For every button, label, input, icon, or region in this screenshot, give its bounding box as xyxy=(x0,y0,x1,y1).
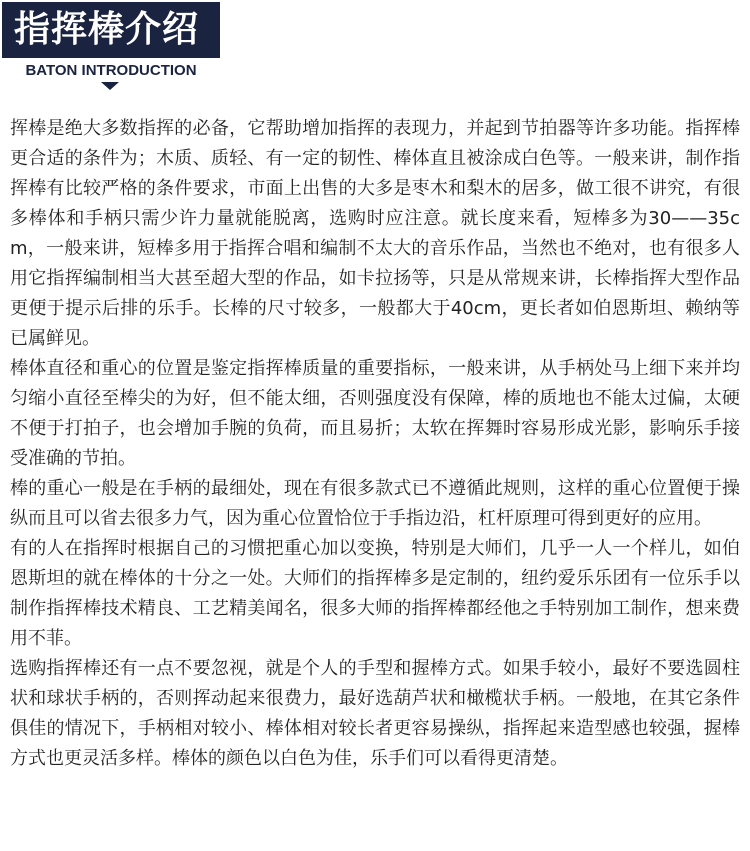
paragraph-balance: 棒的重心一般是在手柄的最细处，现在有很多款式已不遵循此规则，这样的重心位置便于操纵而且可以省去很多力气，因为重心位置恰位于手指边沿，杠杆原理可得到更好的应用。 xyxy=(10,478,740,529)
paragraph-masters: 有的人在指挥时根据自己的习惯把重心加以变换，特别是大师们，几乎一人一个样儿，如伯恩斯坦的就在棒体的十分之一处。大师们的指挥棒多是定制的，纽约爱乐乐团有一位乐手以制作指挥棒技术精良、工艺精美闻名，很多大师的指挥棒都经他之手特别加工制作，想来费用不菲。 xyxy=(10,538,740,649)
page-subtitle: BATON INTRODUCTION xyxy=(25,62,197,79)
paragraph-grip: 选购指挥棒还有一点不要忽视，就是个人的手型和握棒方式。如果手较小，最好不要选圆柱状和球状手柄的，否则挥动起来很费力，最好选葫芦状和橄榄状手柄。一般地，在其它条件俱佳的情况下，手柄相对较小、棒体相对较长者更容易操纵，指挥起来造型感也较强，握棒方式也更灵活多样。棒体的颜色以白色为佳，乐手们可以看得更清楚。 xyxy=(10,658,740,769)
paragraph-diameter: 棒体直径和重心的位置是鉴定指挥棒质量的重要指标，一般来讲，从手柄处马上细下来并均匀缩小直径至棒尖的为好，但不能太细，否则强度没有保障，棒的质地也不能太过偏，太硬不便于打拍子，也会增加手腕的负荷，而且易折；太软在挥舞时容易形成光影，影响乐手接受准确的节拍。 xyxy=(10,358,740,469)
article-body xyxy=(10,114,740,774)
page-title: 指挥棒介绍 xyxy=(2,2,220,58)
paragraph-intro: 挥棒是绝大多数指挥的必备，它帮助增加指挥的表现力，并起到节拍器等许多功能。指挥棒更合适的条件为；木质、质轻、有一定的韧性、棒体直且被涂成白色等。一般来讲，制作指挥棒有比较严格的条件要求，市面上出售的大多是枣木和梨木的居多，做工很不讲究，有很多棒体和手柄只需少许力量就能脱离，选购时应注意。就长度来看，短棒多为30——35cm，一般来讲，短棒多用于指挥合唱和编制不太大的音乐作品，当然也不绝对，也有很多人用它指挥编制相当大甚至超大型的作品，如卡拉扬等，只是从常规来讲，长棒指挥大型作品更便于提示后排的乐手。长棒的尺寸较多，一般都大于40cm，更长者如伯恩斯坦、赖纳等已属鲜见。 xyxy=(10,118,740,349)
down-arrow-icon xyxy=(101,82,119,90)
